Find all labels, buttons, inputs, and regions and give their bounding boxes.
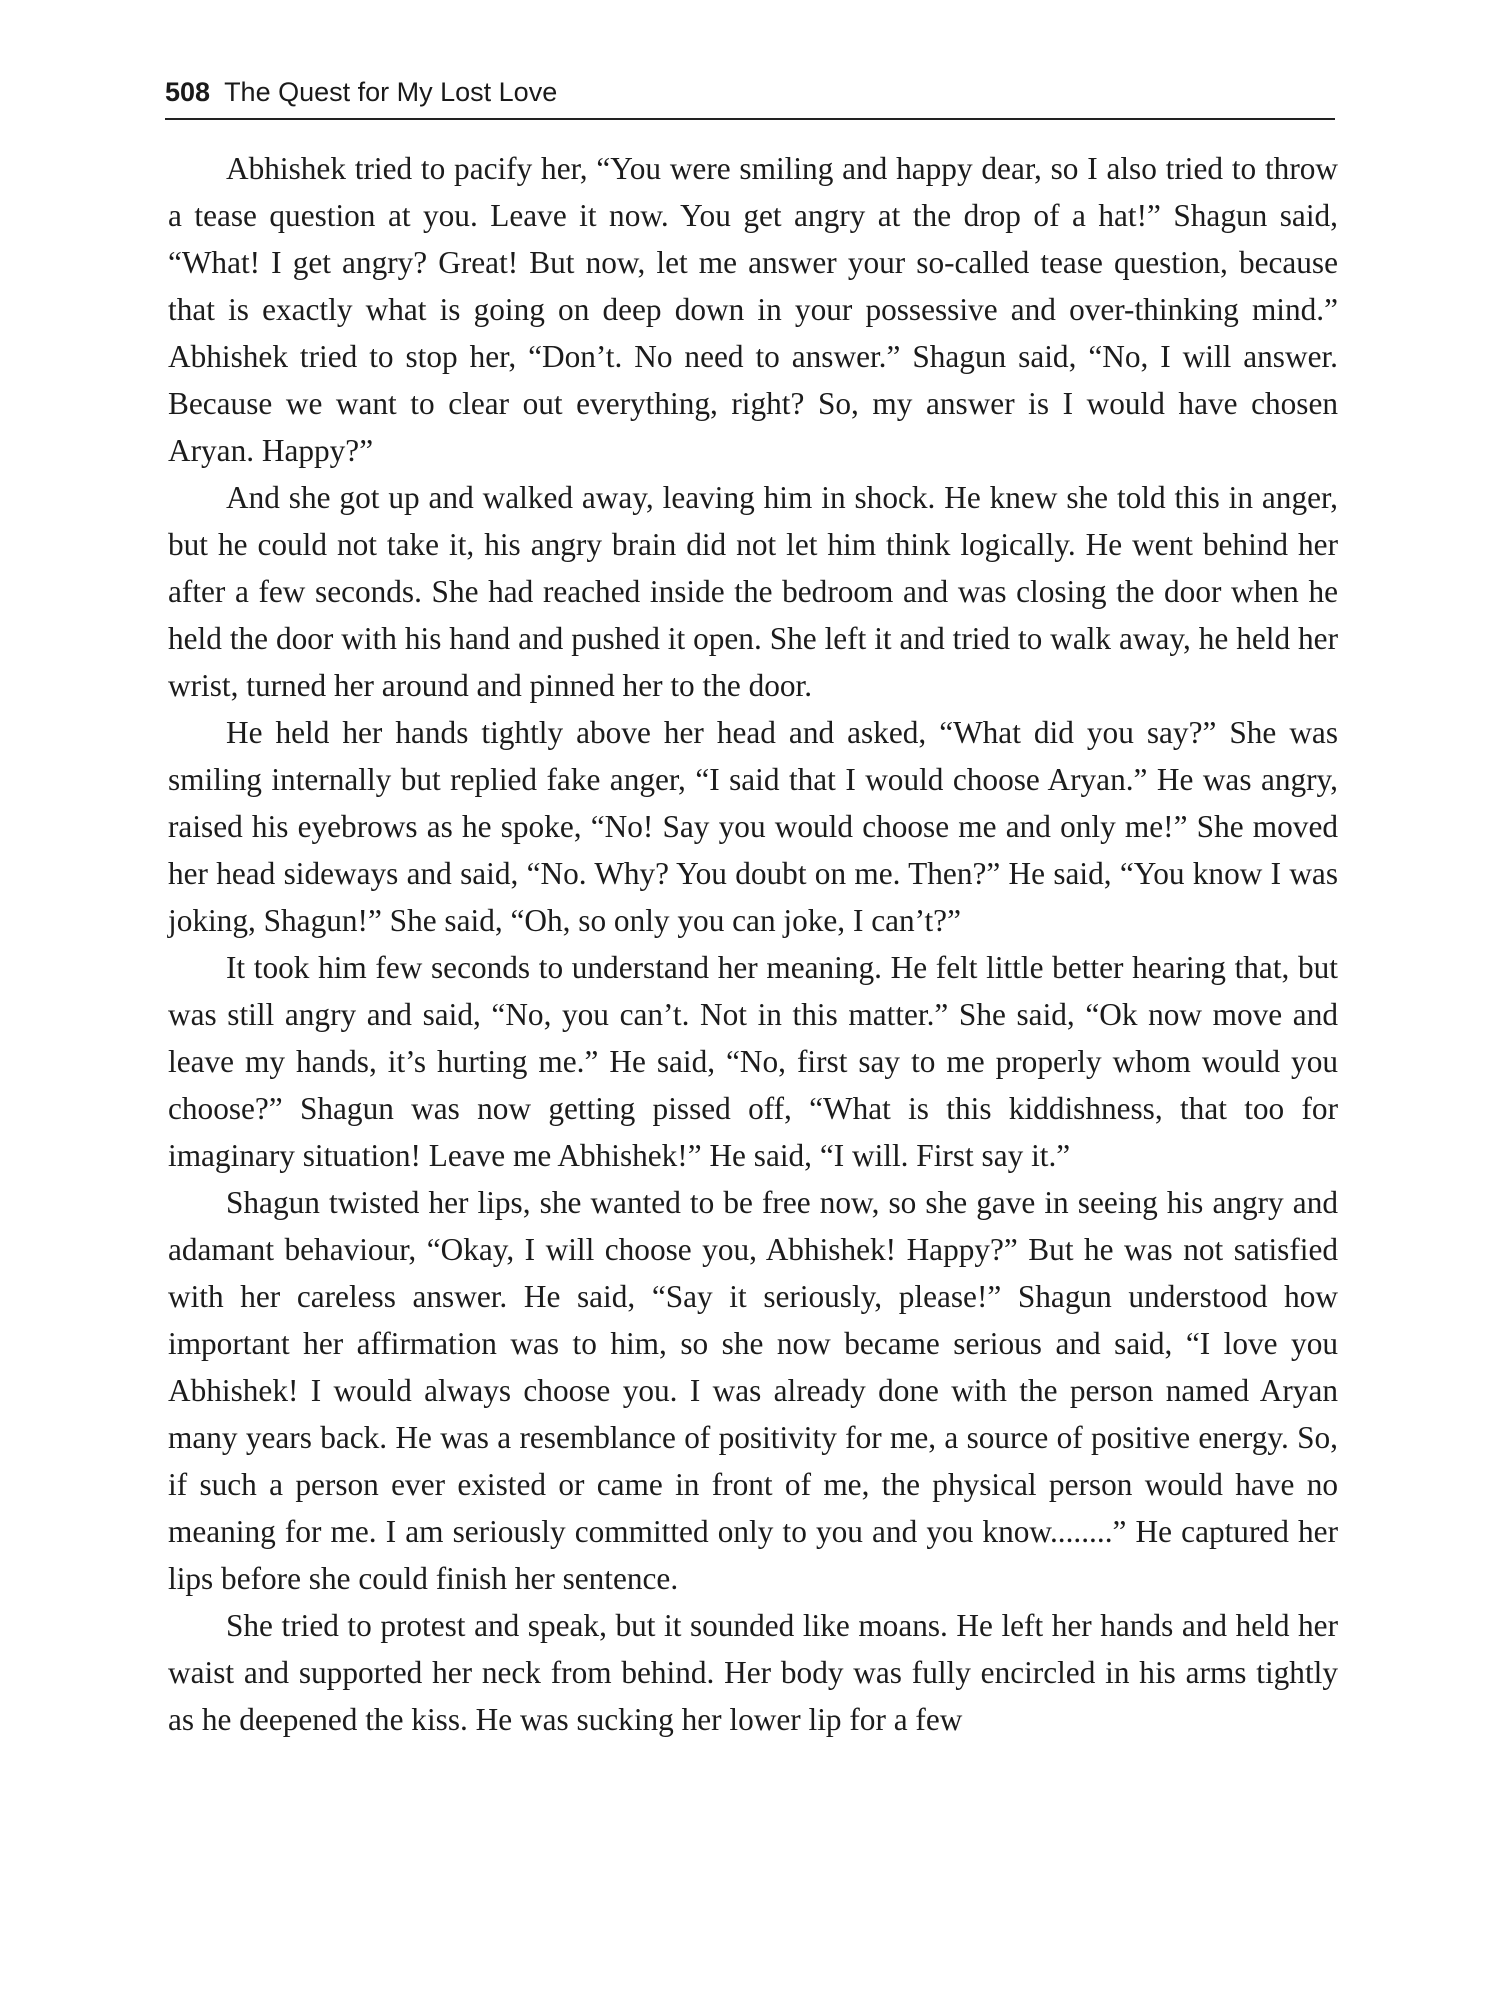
body-text <box>168 145 1338 1743</box>
page-number: 508 <box>165 77 211 107</box>
paragraph-5: Shagun twisted her lips, she wanted to be free now, so she gave in seeing his angry and adamant behaviour, “Okay, I will choose you, Abhishek! Happy?” But he was not satisfied with her careless answer. He said, “Say it seriously, please!” Shagun understood how important her affirmation was to him, so she now became serious and said, “I love you Abhishek! I would always choose you. I was already done with the person named Aryan many years back. He was a resemblance of positivity for me, a source of positive energy. So, if such a person ever existed or came in front of me, the physical person would have no meaning for me. I am seriously committed only to you and you know........” He captured her lips before she could finish her sentence. <box>168 1185 1338 1596</box>
paragraph-3: He held her hands tightly above her head and asked, “What did you say?” She was smiling internally but replied fake anger, “I said that I would choose Aryan.” He was angry, raised his eyebrows as he spoke, “No! Say you would choose me and only me!” She moved her head sideways and said, “No. Why? You doubt on me. Then?” He said, “You know I was joking, Shagun!” She said, “Oh, so only you can joke, I can’t?” <box>168 715 1338 938</box>
paragraph-2: And she got up and walked away, leaving him in shock. He knew she told this in anger, but he could not take it, his angry brain did not let him think logically. He went behind her after a few seconds. She had reached inside the bedroom and was closing the door when he held the door with his hand and pushed it open. She left it and tried to walk away, he held her wrist, turned her around and pinned her to the door. <box>168 480 1338 703</box>
book-title: The Quest for My Lost Love <box>224 77 558 107</box>
paragraph-4: It took him few seconds to understand her meaning. He felt little better hearing that, but was still angry and said, “No, you can’t. Not in this matter.” She said, “Ok now move and leave my hands, it’s hurting me.” He said, “No, first say to me properly whom would you choose?” Shagun was now getting pissed off, “What is this kiddishness, that too for imaginary situation! Leave me Abhishek!” He said, “I will. First say it.” <box>168 950 1338 1173</box>
running-header <box>165 70 1335 120</box>
paragraph-1: Abhishek tried to pacify her, “You were smiling and happy dear, so I also tried to throw a tease question at you. Leave it now. You get angry at the drop of a hat!” Shagun said, “What! I get angry? Great! But now, let me answer your so-called tease question, because that is exactly what is going on deep down in your possessive and over-thinking mind.” Abhishek tried to stop her, “Don’t. No need to answer.” Shagun said, “No, I will answer. Because we want to clear out everything, right? So, my answer is I would have chosen Aryan. Happy?” <box>168 151 1338 468</box>
paragraph-6: She tried to protest and speak, but it sounded like moans. He left her hands and held her waist and supported her neck from behind. Her body was fully encircled in his arms tightly as he deepened the kiss. He was sucking her lower lip for a few <box>168 1608 1338 1737</box>
